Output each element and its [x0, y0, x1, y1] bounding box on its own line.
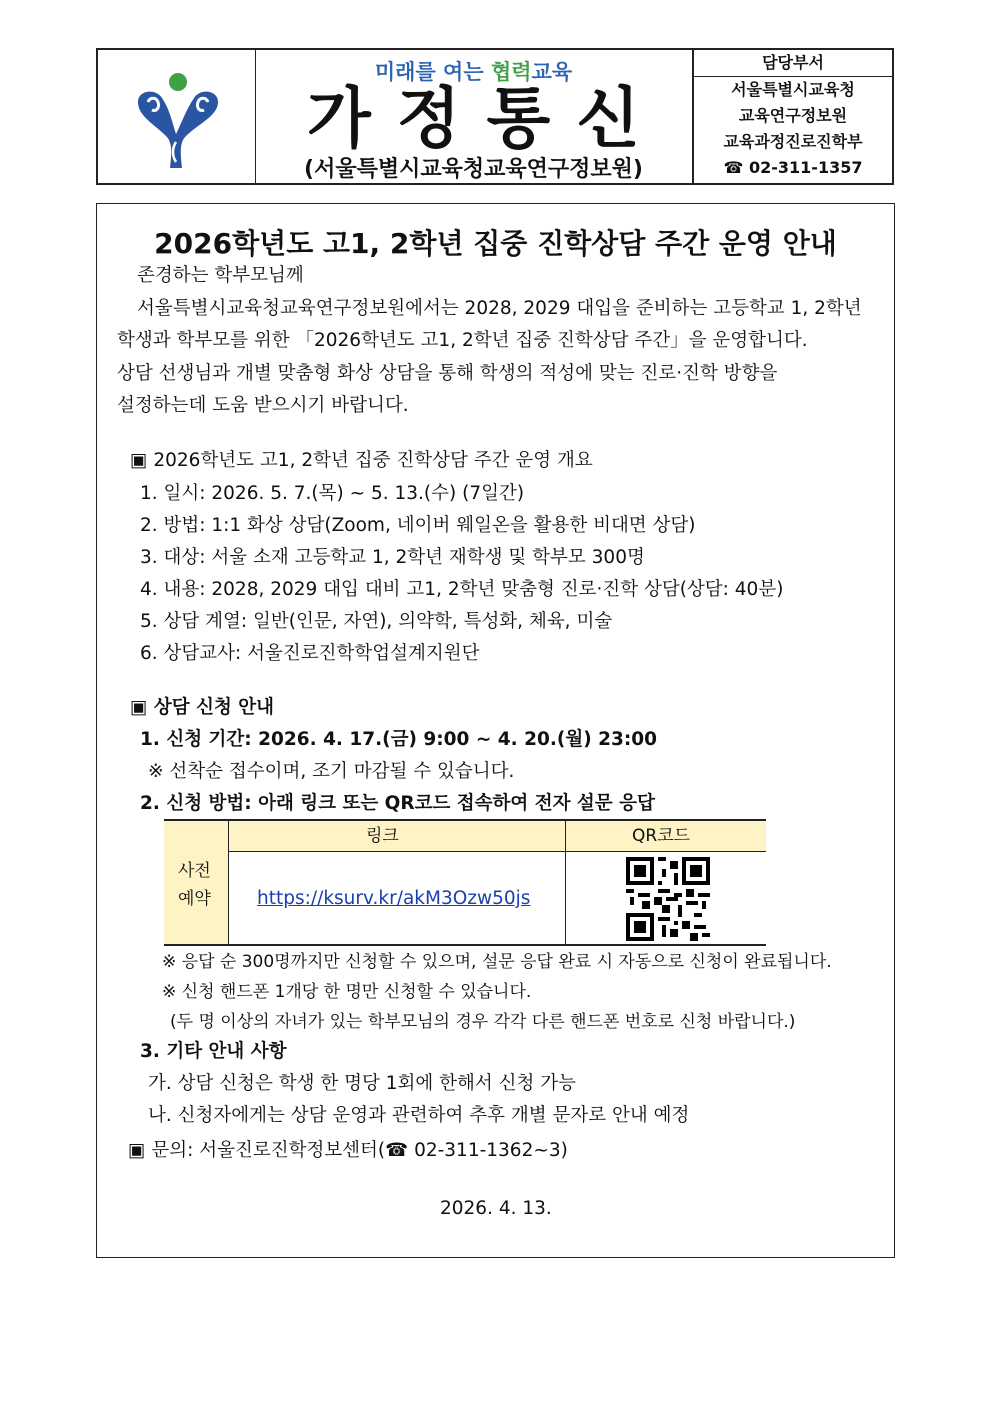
- title-cell: [255, 50, 692, 183]
- intro-line: 상담 선생님과 개별 맞춤형 화상 상담을 통해 학생의 적성에 맞는 진로·진학 방향을: [117, 363, 778, 384]
- apply-method: 2. 신청 방법: 아래 링크 또는 QR코드 접속하여 전자 설문 응답: [140, 793, 655, 814]
- department-cell: [692, 50, 892, 183]
- apply-period-note: ※ 선착순 접수이며, 조기 마감될 수 있습니다.: [148, 761, 515, 782]
- contact-info: ▣ 문의: 서울진로진학정보센터(☎ 02-311-1362~3): [128, 1140, 568, 1161]
- note: ※ 응답 순 300명까지만 신청할 수 있으며, 설문 응답 완료 시 자동으로 신청이 완료됩니다.: [162, 952, 832, 972]
- overview-item-target: 3. 대상: 서울 소재 고등학교 1, 2학년 재학생 및 학부모 300명: [140, 547, 645, 568]
- slogan: 미래를 여는 협력교육: [374, 60, 573, 84]
- overview-item-fields: 5. 상담 계열: 일반(인문, 자연), 의약학, 특성화, 체육, 미술: [140, 611, 613, 632]
- table-bottom-border: [228, 944, 766, 946]
- logo-cell: [98, 50, 256, 183]
- overview-item-date: 1. 일시: 2026. 5. 7.(목) ~ 5. 13.(수) (7일간): [140, 483, 525, 504]
- etc-title: 3. 기타 안내 사항: [140, 1041, 287, 1062]
- greeting: 존경하는 학부모님께: [137, 265, 304, 286]
- section-apply-title: ▣ 상담 신청 안내: [130, 697, 275, 718]
- department-phone: ☎ 02-311-1357: [723, 158, 863, 177]
- survey-link[interactable]: https://ksurv.kr/akM3Ozw50js: [257, 888, 531, 909]
- document-date: 2026. 4. 13.: [440, 1198, 552, 1219]
- newsletter-title: 가정통신: [306, 79, 667, 157]
- seoul-education-logo: [98, 50, 255, 183]
- overview-item-method: 2. 방법: 1:1 화상 상담(Zoom, 네이버 웨일온을 활용한 비대면 상담): [140, 515, 696, 536]
- row-label: 예약: [178, 889, 211, 909]
- department-line: 서울특별시교육청: [731, 80, 855, 99]
- row-label: 사전: [178, 861, 211, 881]
- qr-code[interactable]: [626, 857, 710, 941]
- intro-line: 학생과 학부모를 위한 「2026학년도 고1, 2학년 집중 진학상담 주간」을 운영합니다.: [117, 330, 808, 351]
- column-header-qr: QR코드: [632, 826, 691, 846]
- department-label: 담당부서: [694, 50, 892, 77]
- department-line: 교육연구정보원: [738, 106, 848, 125]
- column-header-link: 링크: [366, 826, 399, 846]
- note: ※ 신청 핸드폰 1개당 한 명만 신청할 수 있습니다.: [162, 982, 532, 1002]
- apply-period: 1. 신청 기간: 2026. 4. 17.(금) 9:00 ~ 4. 20.(월) 23:00: [140, 729, 658, 750]
- reservation-table: [164, 819, 766, 946]
- newsletter-header: [96, 48, 894, 185]
- department-line: 교육과정진로진학부: [723, 132, 863, 151]
- intro-line: 설정하는데 도움 받으시기 바랍니다.: [117, 395, 409, 416]
- overview-item-teachers: 6. 상담교사: 서울진로진학학업설계지원단: [140, 643, 480, 664]
- note: (두 명 이상의 자녀가 있는 학부모님의 경우 각각 다른 핸드폰 번호로 신청 바랍니다.): [170, 1012, 796, 1032]
- newsletter-subtitle: (서울특별시교육청교육연구정보원): [304, 157, 643, 182]
- etc-item: 나. 신청자에게는 상담 운영과 관련하여 추후 개별 문자로 안내 예정: [148, 1105, 690, 1126]
- table-row-header: [164, 819, 228, 946]
- table-header: [228, 819, 766, 852]
- overview-item-content: 4. 내용: 2028, 2029 대입 대비 고1, 2학년 맞춤형 진로·진학 상담(상담: 40분): [140, 579, 784, 600]
- etc-item: 가. 상담 신청은 학생 한 명당 1회에 한해서 신청 가능: [148, 1073, 576, 1094]
- section-overview-title: ▣ 2026학년도 고1, 2학년 집중 진학상담 주간 운영 개요: [130, 450, 593, 471]
- table-divider: [228, 819, 229, 946]
- intro-line: 서울특별시교육청교육연구정보원에서는 2028, 2029 대입을 준비하는 고등학교 1, 2학년: [137, 298, 862, 319]
- document-title: 2026학년도 고1, 2학년 집중 진학상담 주간 운영 안내: [154, 227, 837, 260]
- table-divider: [565, 819, 566, 946]
